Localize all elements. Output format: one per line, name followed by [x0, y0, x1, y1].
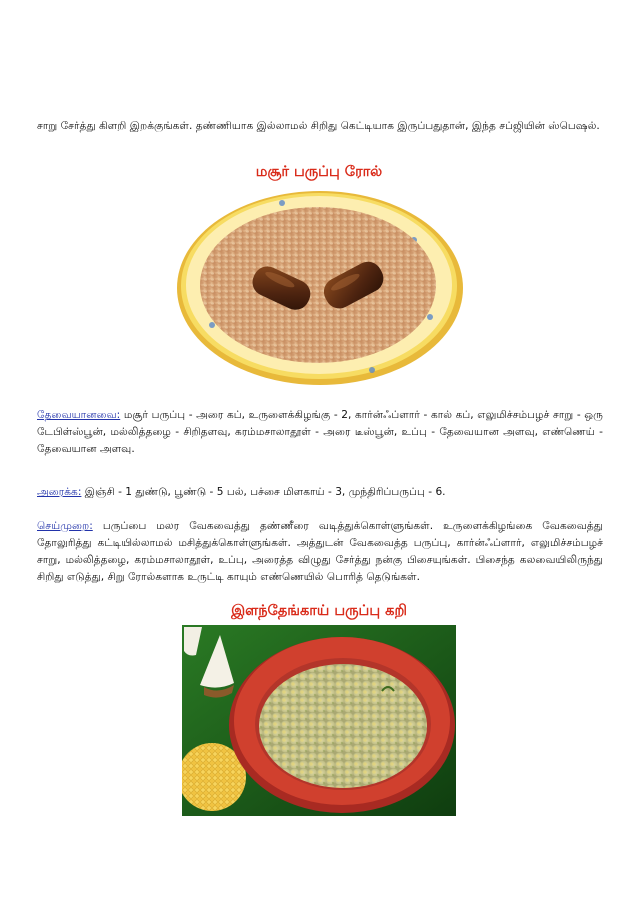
ingredients-label: தேவையானவை: [37, 409, 121, 421]
ingredients-paragraph [37, 407, 603, 458]
method-text: பருப்பை மலர வேகவைத்து தண்ணீரை வடித்துக்கொள்ளுங்கள். உருளைக்கிழங்கை வேகவைத்து தோலுரித்து கட்டியில்லாமல் மசித்துக்கொள்ளுங்கள். அத்துடன் வேகவைத்த பருப்பு, கார்ன்ஃப்ளார், எலுமிச்சம்பழச் சாறு, மல்லித்தழை, கரம்மசாலாதூள், உப்பு, அரைத்த விழுது சேர்த்து நன்கு பிசையுங்கள். பிசைந்த கலவையிலிருந்து சிறிது எடுத்து, சிறு ரோல்களாக உருட்டி காயும் எண்ணெயில் பொரித் தெடுங்கள். [37, 520, 603, 583]
recipe-title-masoor-roll: மசூர் பருப்பு ரோல் [255, 164, 383, 180]
method-paragraph [37, 518, 603, 586]
masoor-roll-photo [172, 185, 466, 388]
grind-label: அரைக்க: [37, 486, 82, 498]
grind-text: இஞ்சி - 1 துண்டு, பூண்டு - 5 பல், பச்சை மிளகாய் - 3, முந்திரிப்பருப்பு - 6. [81, 486, 446, 498]
recipe-title-coconut-dal-curry: இளந்தேங்காய் பருப்பு கறி [231, 603, 407, 619]
coconut-dal-curry-photo [182, 625, 456, 816]
ingredients-text: மசூர் பருப்பு - அரை கப், உருளைக்கிழங்கு - 2, கார்ன்ஃப்ளார் - கால் கப், எலுமிச்சம்பழச் சாறு - ஒரு டேபிள்ஸ்பூன், மல்லித்தழை - சிறிதளவு, கரம்மசாலாதூள் - அரை டீஸ்பூன், உப்பு - தேவையான அளவு, எண்ணெய் - தேவையான அளவு. [37, 409, 603, 455]
method-label: செய்முறை: [37, 520, 93, 532]
grind-paragraph [37, 484, 603, 501]
intro-paragraph: சாறு சேர்த்து கிளறி இறக்குங்கள். தண்ணியாக இல்லாமல் சிறிது கெட்டியாக இருப்பதுதான், இந்த சப்ஜியின் ஸ்பெஷல். [37, 120, 600, 132]
